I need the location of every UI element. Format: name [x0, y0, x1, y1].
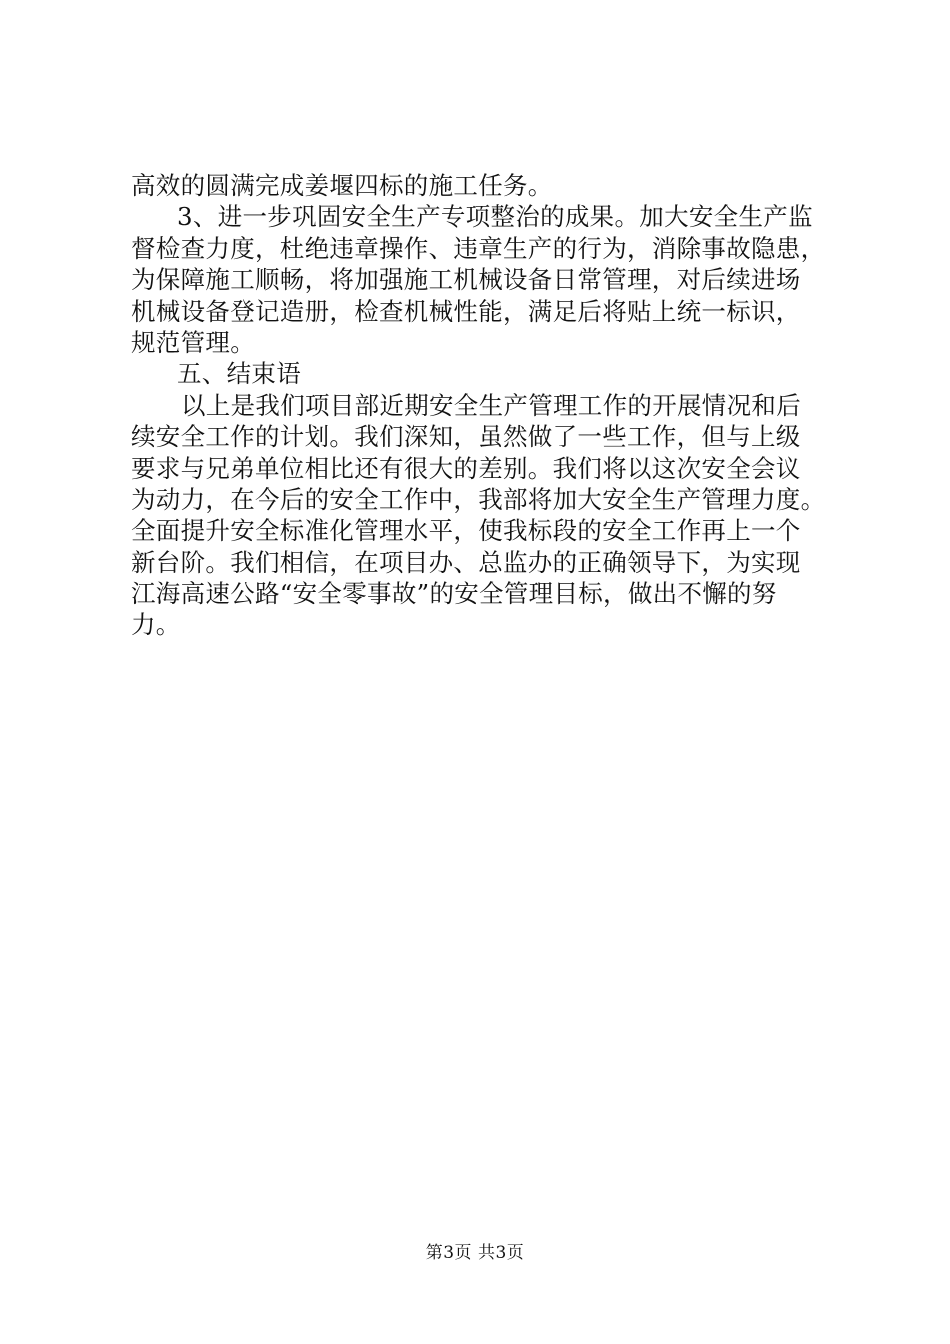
section-heading: 五、结束语	[177, 359, 301, 389]
paragraph-line: 江海高速公路“安全零事故”的安全管理目标，做出不懈的努	[131, 579, 777, 609]
paragraph-line: 为保障施工顺畅，将加强施工机械设备日常管理，对后续进场	[131, 265, 801, 295]
paragraph-line: 续安全工作的计划。我们深知，虽然做了一些工作，但与上级	[131, 422, 801, 452]
paragraph-line: 3、进一步巩固安全生产专项整治的成果。加大安全生产监	[177, 202, 813, 232]
paragraph-line: 力。	[131, 610, 181, 640]
paragraph-line: 督检查力度，杜绝违章操作、违章生产的行为，消除事故隐患，	[131, 233, 826, 263]
paragraph-line: 全面提升安全标准化管理水平，使我标段的安全工作再上一个	[131, 516, 801, 546]
paragraph-line: 为动力，在今后的安全工作中，我部将加大安全生产管理力度。	[131, 484, 826, 514]
document-body	[131, 170, 831, 641]
paragraph-line: 新台阶。我们相信，在项目办、总监办的正确领导下，为实现	[131, 547, 801, 577]
paragraph-line: 机械设备登记造册，检查机械性能，满足后将贴上统一标识，	[131, 296, 801, 326]
page-number-footer: 第3页 共3页	[425, 1243, 525, 1263]
paragraph-line: 以上是我们项目部近期安全生产管理工作的开展情况和后	[181, 390, 801, 420]
paragraph-line: 要求与兄弟单位相比还有很大的差别。我们将以这次安全会议	[131, 453, 801, 483]
paragraph-line: 规范管理。	[131, 327, 255, 357]
paragraph-line: 高效的圆满完成姜堰四标的施工任务。	[131, 171, 553, 200]
